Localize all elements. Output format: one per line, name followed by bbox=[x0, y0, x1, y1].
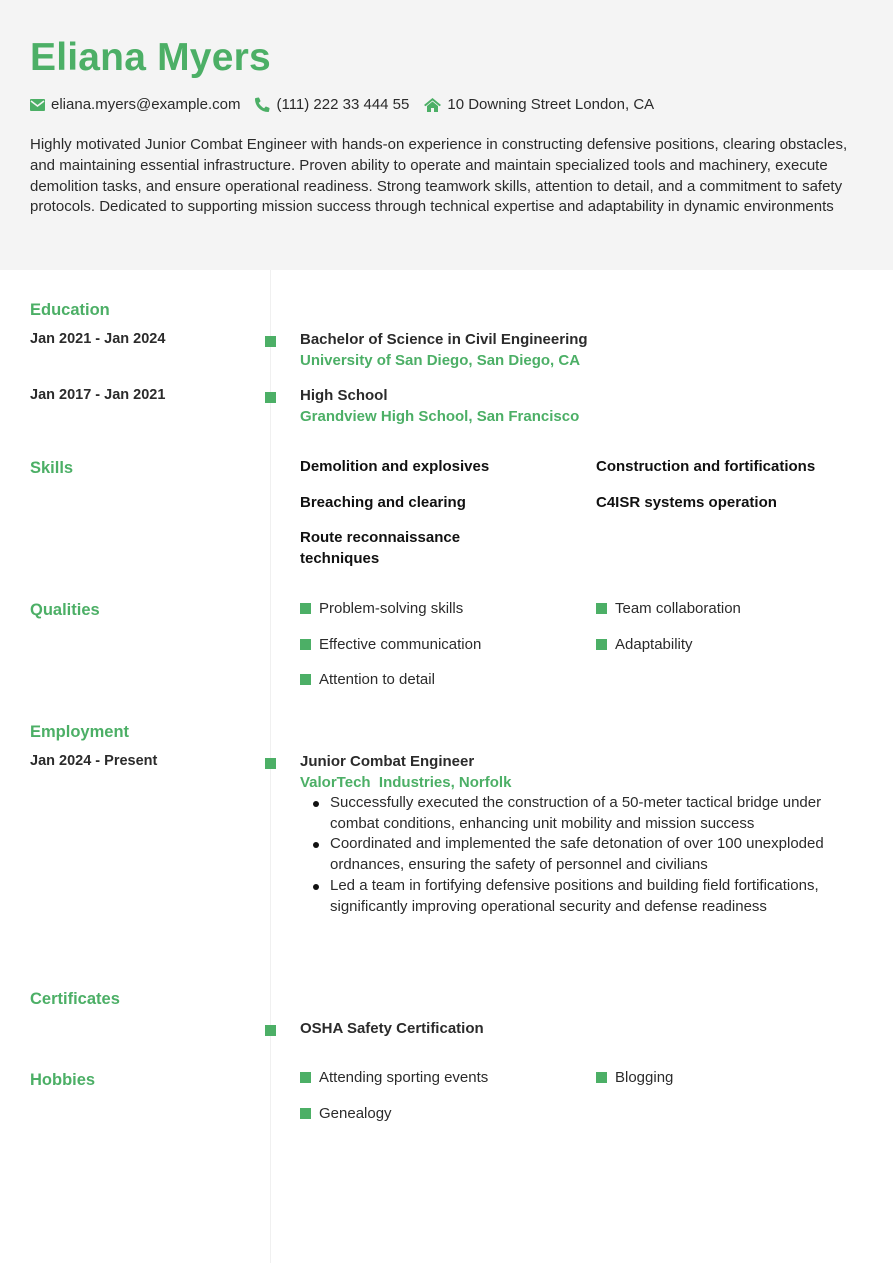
duty-item: Successfully executed the construction of a 50-meter tactical bridge under combat conditions, enhancing unit mobility and mission success bbox=[300, 793, 860, 834]
quality-item bbox=[300, 600, 463, 617]
certificate-item: OSHA Safety Certification bbox=[300, 1020, 484, 1037]
bullet-square-icon bbox=[596, 603, 607, 614]
bullet-square-icon bbox=[300, 674, 311, 685]
email-text[interactable]: eliana.myers@example.com bbox=[51, 96, 241, 113]
phone-text[interactable]: (111) 222 33 444 55 bbox=[276, 96, 410, 113]
bullet-square-icon bbox=[300, 1108, 311, 1119]
skill-item: C4ISR systems operation bbox=[596, 494, 777, 511]
section-title-qualities: Qualities bbox=[30, 601, 100, 619]
skill-item: Breaching and clearing bbox=[300, 494, 466, 511]
employment-duties bbox=[300, 793, 860, 917]
quality-label: Effective communication bbox=[319, 636, 482, 653]
hobby-label: Genealogy bbox=[319, 1105, 392, 1122]
section-title-skills: Skills bbox=[30, 459, 74, 477]
duty-item: Led a team in fortifying defensive positions and building field fortifications, significantly improving operational security and defense readiness bbox=[300, 876, 860, 917]
hobby-item bbox=[300, 1069, 488, 1086]
resume-header bbox=[0, 0, 893, 270]
timeline-marker bbox=[265, 392, 276, 403]
bullet-square-icon bbox=[596, 1072, 607, 1083]
quality-label: Team collaboration bbox=[615, 600, 741, 617]
education-degree: High School bbox=[300, 387, 388, 404]
bullet-square-icon bbox=[596, 639, 607, 650]
timeline-marker bbox=[265, 758, 276, 769]
education-date: Jan 2017 - Jan 2021 bbox=[30, 387, 166, 403]
hobby-label: Blogging bbox=[615, 1069, 674, 1086]
section-title-certificates: Certificates bbox=[30, 990, 120, 1008]
quality-item bbox=[596, 636, 693, 653]
section-title-education: Education bbox=[30, 301, 110, 319]
hobby-item bbox=[300, 1105, 392, 1122]
quality-item bbox=[300, 636, 481, 653]
address-text: 10 Downing Street London, CA bbox=[447, 96, 655, 113]
education-school: Grandview High School, San Francisco bbox=[300, 408, 580, 425]
contact-phone bbox=[255, 96, 409, 113]
skill-item: Construction and fortifications bbox=[596, 458, 816, 475]
timeline-marker bbox=[265, 336, 276, 347]
quality-label: Adaptability bbox=[615, 636, 693, 653]
skill-item: Demolition and explosives bbox=[300, 458, 490, 475]
section-title-hobbies: Hobbies bbox=[30, 1071, 96, 1089]
hobby-item bbox=[596, 1069, 673, 1086]
employment-date: Jan 2024 - Present bbox=[30, 753, 158, 769]
hobby-label: Attending sporting events bbox=[319, 1069, 489, 1086]
education-degree: Bachelor of Science in Civil Engineering bbox=[300, 331, 588, 348]
education-school: University of San Diego, San Diego, CA bbox=[300, 352, 581, 369]
bullet-square-icon bbox=[300, 1072, 311, 1083]
contact-address bbox=[424, 96, 654, 113]
quality-label: Problem-solving skills bbox=[319, 600, 464, 617]
home-icon bbox=[424, 98, 441, 112]
duty-item: Coordinated and implemented the safe detonation of over 100 unexploded ordnances, ensuring the safety of personnel and civilians bbox=[300, 834, 860, 875]
quality-item bbox=[300, 671, 435, 688]
section-title-employment: Employment bbox=[30, 723, 130, 741]
contact-email bbox=[30, 96, 240, 113]
timeline-marker bbox=[265, 1025, 276, 1036]
envelope-icon bbox=[30, 99, 45, 111]
employment-position: Junior Combat Engineer bbox=[300, 753, 475, 770]
quality-label: Attention to detail bbox=[319, 671, 435, 688]
employment-company: ValorTech Industries, Norfolk bbox=[300, 774, 512, 791]
contact-info bbox=[30, 96, 863, 113]
profile-summary: Highly motivated Junior Combat Engineer with hands-on experience in constructing defensive positions, clearing obstacles, and maintaining essential infrastructure. Proven ability to operate and maintain specialized tools and machinery, execute demolition tasks, and ensure operational readiness. Strong teamwork skills, attention to detail, and a commitment to safety protocols. Dedicated to supporting mission success through technical expertise and adaptability in dynamic environments bbox=[30, 136, 848, 216]
quality-item bbox=[596, 600, 741, 617]
phone-icon bbox=[255, 97, 270, 112]
bullet-square-icon bbox=[300, 639, 311, 650]
candidate-name: Eliana Myers bbox=[30, 36, 271, 79]
skill-item: Route reconnaissance techniques bbox=[300, 529, 461, 567]
bullet-square-icon bbox=[300, 603, 311, 614]
education-date: Jan 2021 - Jan 2024 bbox=[30, 331, 166, 347]
